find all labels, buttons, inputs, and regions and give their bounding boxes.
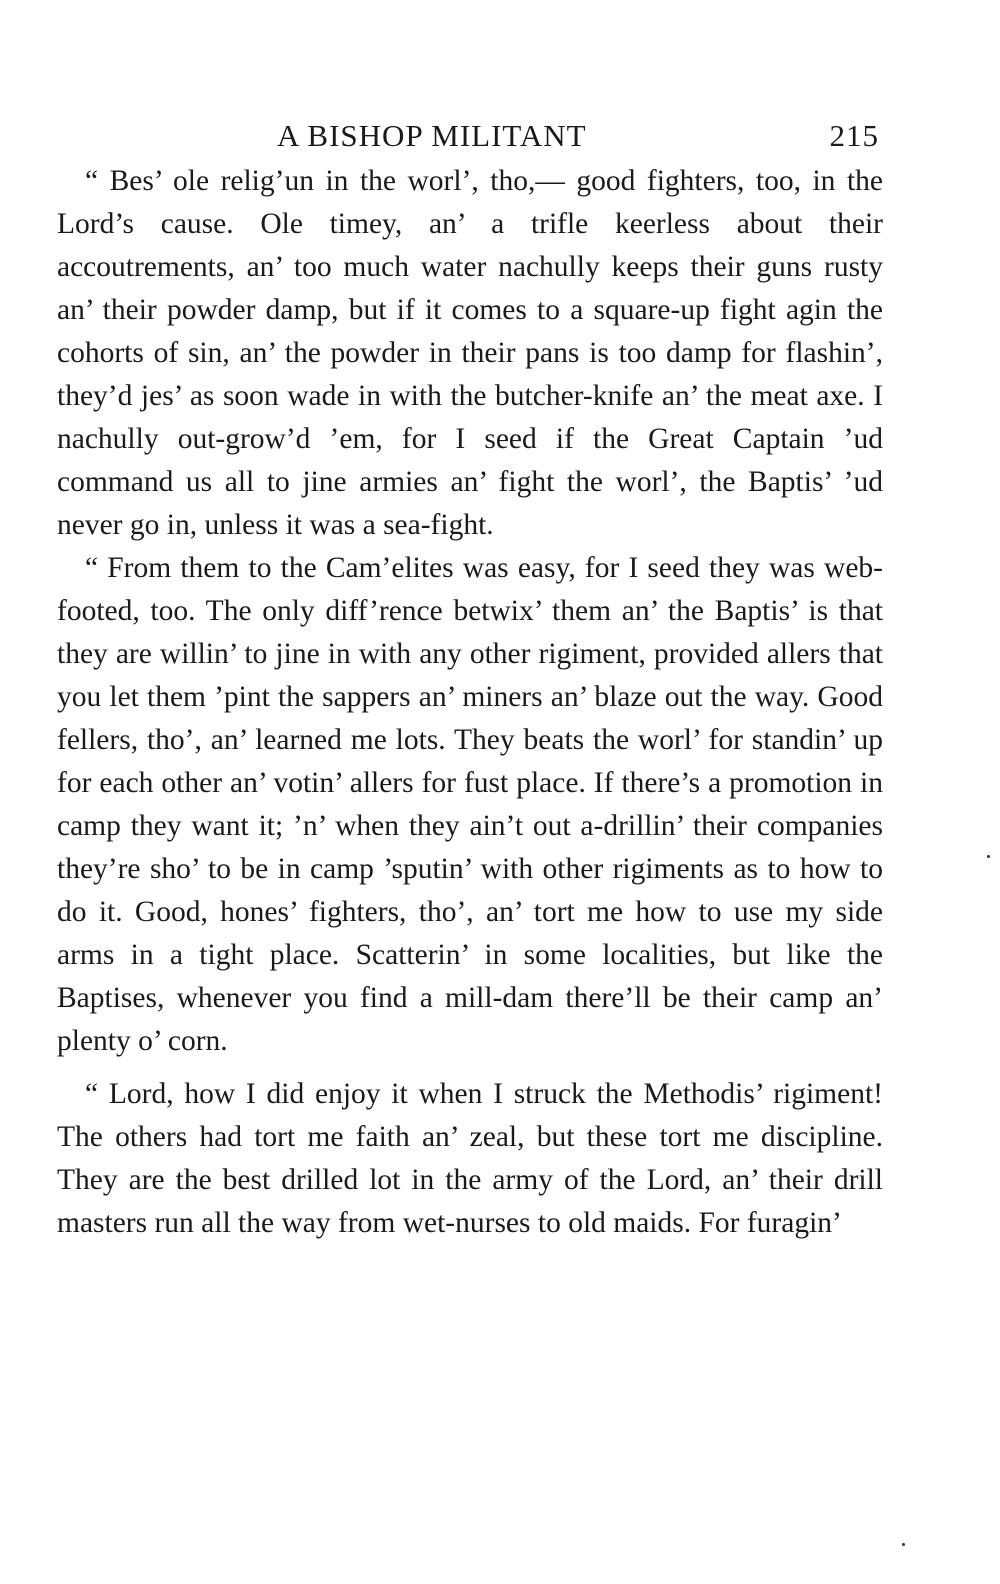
paragraph: “ Lord, how I did enjoy it when I struck the Methodis’ rigiment! The others had tort me faith an’ zeal, but these tort me discipline. They are the best drilled lot in the army of the Lord, an’ their drill masters run all the way from wet-nurses to old maids. For furagin’: [57, 1078, 883, 1239]
running-head: [57, 110, 883, 160]
print-speck: [902, 1543, 905, 1546]
page-number: 215: [829, 118, 879, 153]
book-page: [57, 110, 883, 1245]
paragraph: “ Bes’ ole relig’un in the worl’, tho,— good fighters, too, in the Lord’s cause. Ole timey, an’ a trifle keerless about their accoutrements, an’ too much water nachully keeps their guns rusty an’ their powder damp, but if it comes to a square-up fight agin the cohorts of sin, an’ the powder in their pans is too damp for flashin’, they’d jes’ as soon wade in with the butcher-knife an’ the meat axe. I nachully out-grow’d ’em, for I seed if the Great Captain ’ud command us all to jine armies an’ fight the worl’, the Baptis’ ’ud never go in, unless it was a sea-fight.: [57, 165, 883, 541]
paragraph: “ From them to the Cam’elites was easy, for I seed they was web-footed, too. The only diff’rence betwix’ them an’ the Baptis’ is that they are willin’ to jine in with any other rigiment, provided allers that you let them ’pint the sappers an’ miners an’ blaze out the way. Good fellers, tho’, an’ learned me lots. They beats the worl’ for standin’ up for each other an’ votin’ allers for fust place. If there’s a promotion in camp they want it; ’n’ when they ain’t out a-drillin’ their companies they’re sho’ to be in camp ’sputin’ with other rigiments as to how to do it. Good, hones’ fighters, tho’, an’ tort me how to use my side arms in a tight place. Scatterin’ in some localities, but like the Baptises, whenever you find a mill-dam there’ll be their camp an’ plenty o’ corn.: [57, 552, 883, 1057]
print-speck: [987, 855, 990, 858]
running-title: A BISHOP MILITANT: [277, 118, 587, 153]
